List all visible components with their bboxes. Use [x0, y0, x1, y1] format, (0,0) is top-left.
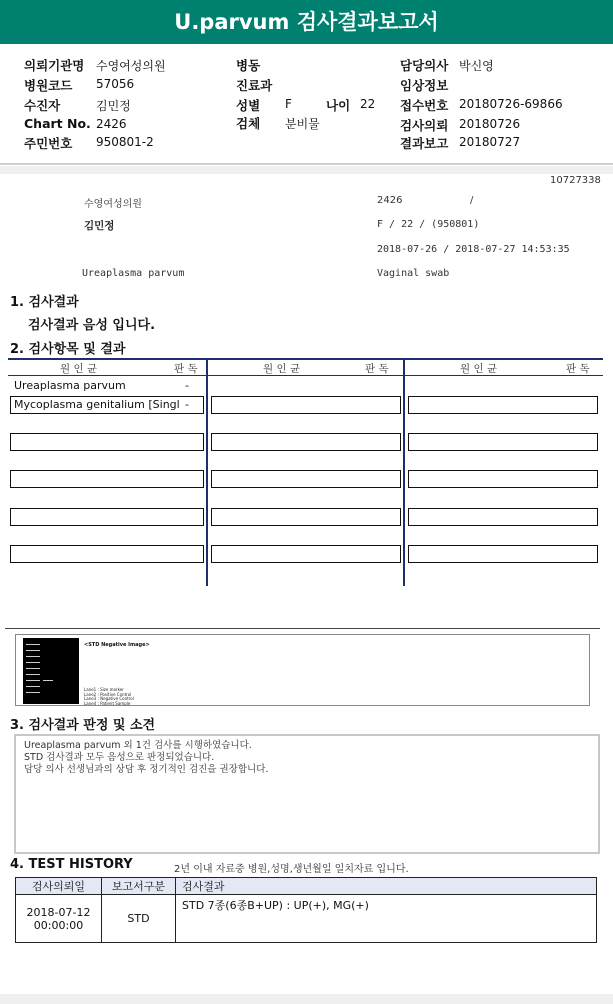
history-header: 검사의뢰일: [16, 878, 102, 895]
opinion-line: 담당 의사 선생님과의 상담 후 정기적인 검진을 권장합니다.: [24, 764, 269, 775]
gel-caption: <STD Negative Image>: [84, 642, 150, 648]
result-row-empty: [408, 545, 598, 563]
ward-label: 병동: [236, 58, 261, 73]
result-row: Mycoplasma genitalium [Singl -: [10, 396, 204, 414]
history-table: [15, 877, 597, 943]
dept-label: 진료과: [236, 78, 273, 93]
doc-patient: 김민정: [84, 220, 115, 232]
gel-image: [23, 638, 79, 704]
hospcode-value: 57056: [96, 77, 135, 91]
result-row-empty: [408, 508, 598, 526]
history-date: 2018-07-12 00:00:00: [16, 895, 102, 943]
history-note: 2년 이내 자료중 병원,성명,생년월일 일치자료 입니다.: [174, 864, 409, 875]
section-3-title: 3. 검사결과 판정 및 소견: [10, 718, 156, 733]
chart-label: Chart No.: [24, 116, 91, 131]
sex-label: 성별: [236, 98, 261, 113]
section-1-title: 1. 검사결과: [10, 295, 79, 310]
history-type: STD: [102, 895, 176, 943]
divider-line: [5, 628, 600, 629]
chart-value: 2426: [96, 117, 127, 131]
accession-value: 20180726-69866: [459, 97, 563, 111]
result-summary: 검사결과 음성 입니다.: [28, 318, 156, 333]
result-row-empty: [408, 396, 598, 414]
history-header: 검사결과: [176, 878, 597, 895]
document-number: 10727338: [550, 175, 601, 186]
opinion-line: STD 검사결과 모두 음성으로 판정되었습니다.: [24, 752, 215, 763]
gel-image-panel: [15, 634, 590, 706]
section-4-title: 4. TEST HISTORY: [10, 857, 133, 872]
clinical-label: 임상정보: [400, 78, 449, 93]
receiver-value: 김민정: [96, 99, 131, 113]
idno-value: 950801-2: [96, 135, 154, 149]
opinion-line: Ureaplasma parvum 외 1건 검사를 시행하였습니다.: [24, 740, 252, 751]
result-row: Ureaplasma parvum -: [14, 379, 189, 392]
doc-clinic: 수영여성의원: [84, 199, 142, 210]
receiver-label: 수진자: [24, 98, 61, 113]
report-label: 결과보고: [400, 136, 449, 151]
report-document: [0, 174, 613, 994]
doc-dates: 2018-07-26 / 2018-07-27 14:53:35: [377, 244, 570, 255]
opinion-box: [14, 734, 600, 854]
result-row-empty: [408, 470, 598, 488]
result-row-empty: [10, 508, 204, 526]
doc-specimen: Vaginal swab: [377, 268, 450, 279]
specimen-value: 분비물: [285, 117, 320, 131]
doctor-value: 박신영: [459, 59, 494, 73]
specimen-label: 검체: [236, 116, 261, 131]
sex-value: F: [285, 97, 292, 111]
history-result: STD 7종(6종B+UP) : UP(+), MG(+): [176, 895, 597, 943]
institution-label: 의뢰기관명: [24, 58, 85, 73]
result-row-empty: [408, 433, 598, 451]
result-row-empty: [211, 508, 401, 526]
doc-sex-age: F / 22 / (950801): [377, 219, 480, 230]
results-header-col3: 원 인 균 판 독: [404, 358, 603, 376]
hospcode-label: 병원코드: [24, 78, 73, 93]
result-row-empty: [211, 433, 401, 451]
request-label: 검사의뢰: [400, 118, 449, 133]
gel-legend: Lane1 : Size marker Lane2 : Positive Control Lane3 : Negative Control Lane4 : Patient Sample: [84, 687, 134, 706]
report-header: [0, 44, 613, 165]
doc-slash: /: [470, 195, 474, 206]
footer-separator: [0, 994, 613, 1004]
results-header-col2: 원 인 균 판 독: [207, 358, 404, 376]
result-row-empty: [211, 470, 401, 488]
table-row: [16, 895, 597, 943]
doc-test-name: Ureaplasma parvum: [82, 268, 185, 279]
age-value: 22: [360, 97, 376, 111]
separator: [0, 166, 613, 174]
history-header: 보고서구분: [102, 878, 176, 895]
accession-label: 접수번호: [400, 98, 449, 113]
result-row-empty: [10, 545, 204, 563]
idno-label: 주민번호: [24, 136, 73, 151]
column-divider: [206, 358, 208, 586]
request-value: 20180726: [459, 117, 521, 131]
institution-value: 수영여성의원: [96, 59, 166, 73]
section-2-title: 2. 검사항목 및 결과: [10, 342, 126, 357]
result-row-empty: [211, 396, 401, 414]
age-label: 나이: [326, 98, 351, 113]
result-row-empty: [211, 545, 401, 563]
report-value: 20180727: [459, 135, 521, 149]
results-header-col1: 원 인 균 판 독: [8, 358, 207, 376]
report-title: U.parvum 검사결과보고서: [0, 0, 613, 44]
doc-chart: 2426: [377, 195, 403, 206]
result-row-empty: [10, 470, 204, 488]
result-row-empty: [10, 433, 204, 451]
column-divider: [403, 358, 405, 586]
doctor-label: 담당의사: [400, 58, 449, 73]
